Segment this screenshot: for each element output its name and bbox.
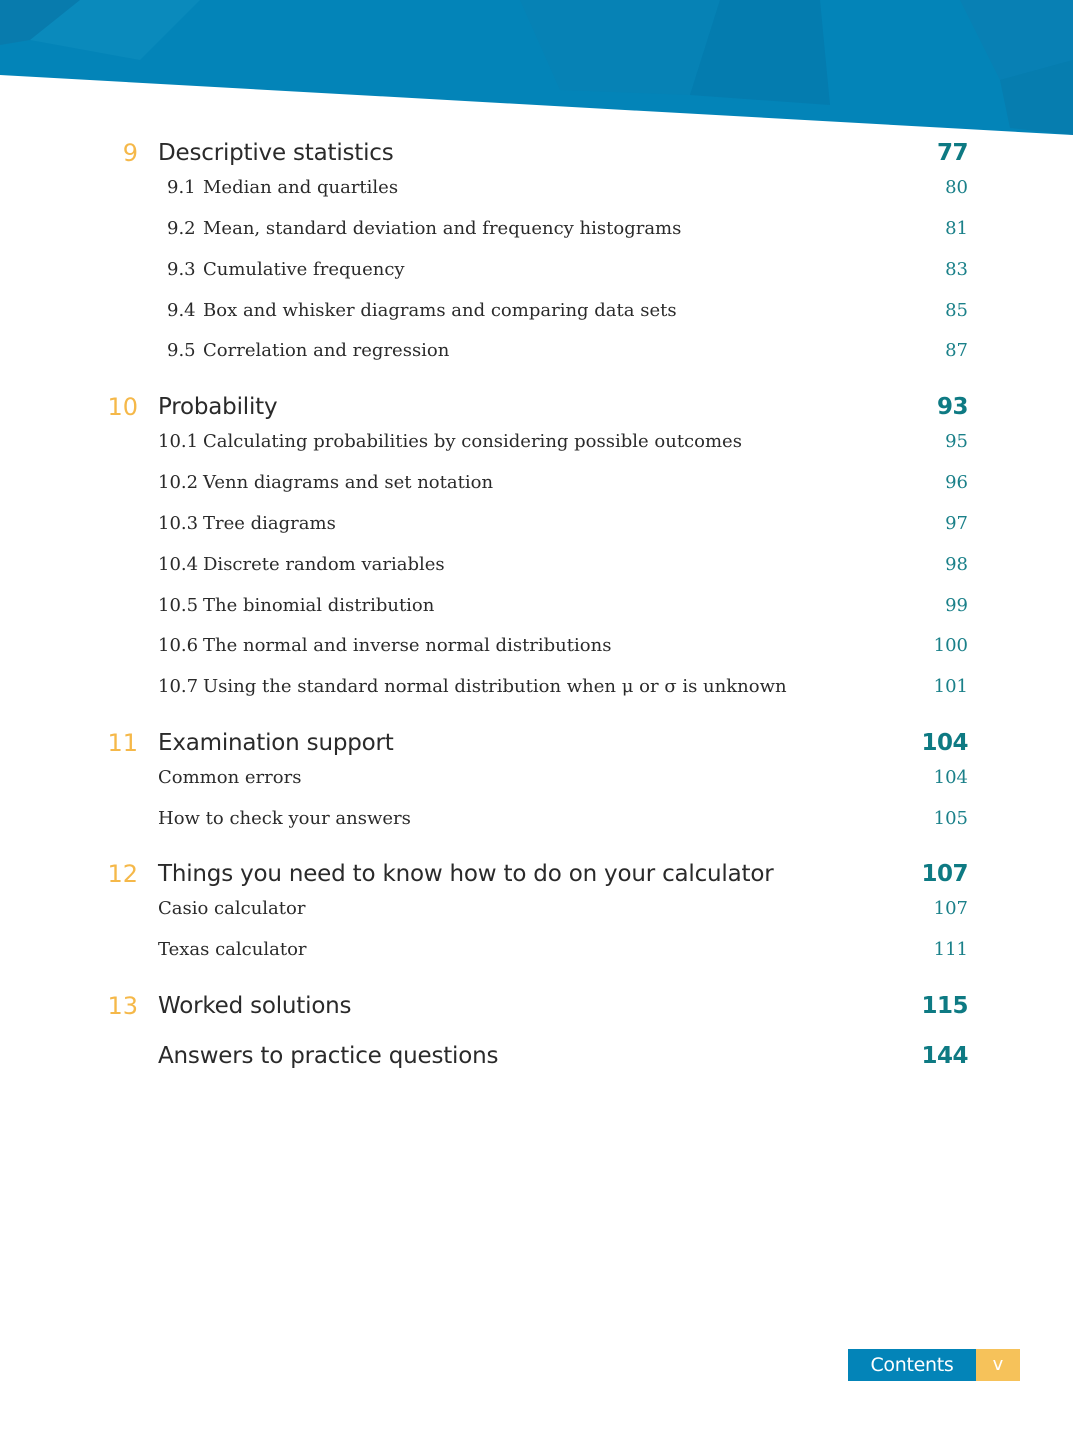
toc-entry-10-7[interactable] [0, 674, 1073, 708]
toc-entry-11-check-answers[interactable] [0, 806, 1073, 840]
toc-entry-9-1[interactable] [0, 175, 1073, 209]
section-title: Venn diagrams and set notation [203, 472, 494, 493]
section-number: 9.2 [167, 218, 196, 239]
section-title: Cumulative frequency [203, 259, 405, 280]
section-page: 83 [945, 259, 968, 280]
toc-entry-12-texas[interactable] [0, 937, 1073, 971]
section-title: Casio calculator [158, 898, 306, 919]
chapter-13-heading[interactable] [0, 989, 1073, 1023]
section-number: 9.4 [167, 300, 196, 321]
toc-entry-10-1[interactable] [0, 429, 1073, 463]
footer-contents-label[interactable]: Contents [848, 1349, 976, 1381]
section-number: 10.4 [158, 554, 199, 575]
footer-page-number: v [976, 1349, 1020, 1381]
section-number: 10.6 [158, 635, 199, 656]
chapter-10-heading[interactable] [0, 390, 1073, 424]
section-number: 9.1 [167, 177, 196, 198]
section-number: 10.2 [158, 472, 199, 493]
section-number: 9.5 [167, 340, 196, 361]
chapter-title: Answers to practice questions [158, 1043, 499, 1069]
section-title: Calculating probabilities by considering possible outcomes [203, 431, 742, 452]
section-page: 101 [933, 676, 968, 697]
section-title: Discrete random variables [203, 554, 445, 575]
toc-entry-10-6[interactable] [0, 633, 1073, 667]
chapter-title: Probability [158, 394, 278, 420]
section-page: 97 [945, 513, 968, 534]
section-title: How to check your answers [158, 808, 411, 829]
chapter-page: 144 [921, 1043, 968, 1069]
toc-entry-10-5[interactable] [0, 593, 1073, 627]
footer-tab [848, 1349, 1020, 1381]
chapter-11-heading[interactable] [0, 726, 1073, 760]
section-page: 87 [945, 340, 968, 361]
chapter-page: 107 [921, 861, 968, 887]
section-page: 105 [933, 808, 968, 829]
chapter-title: Descriptive statistics [158, 140, 394, 166]
section-page: 99 [945, 595, 968, 616]
section-title: Median and quartiles [203, 177, 399, 198]
section-page: 85 [945, 300, 968, 321]
chapter-number: 9 [122, 139, 138, 167]
toc-entry-11-common-errors[interactable] [0, 765, 1073, 799]
section-title: Correlation and regression [203, 340, 450, 361]
toc-entry-10-4[interactable] [0, 552, 1073, 586]
chapter-title: Worked solutions [158, 993, 352, 1019]
section-page: 96 [945, 472, 968, 493]
chapter-page: 77 [936, 140, 968, 166]
chapter-12-heading[interactable] [0, 857, 1073, 891]
section-number: 9.3 [167, 259, 196, 280]
section-page: 98 [945, 554, 968, 575]
section-page: 104 [933, 767, 968, 788]
chapter-number: 12 [107, 860, 138, 888]
section-title: Mean, standard deviation and frequency histograms [203, 218, 682, 239]
section-page: 81 [945, 218, 968, 239]
toc-entry-9-4[interactable] [0, 298, 1073, 332]
section-page: 80 [945, 177, 968, 198]
section-page: 107 [933, 898, 968, 919]
toc-entry-9-5[interactable] [0, 338, 1073, 372]
section-title: Texas calculator [158, 939, 307, 960]
toc-entry-9-2[interactable] [0, 216, 1073, 250]
chapter-title: Things you need to know how to do on your calculator [158, 861, 774, 887]
toc-entry-12-casio[interactable] [0, 896, 1073, 930]
section-number: 10.7 [158, 676, 199, 697]
toc-entry-10-2[interactable] [0, 470, 1073, 504]
section-number: 10.5 [158, 595, 199, 616]
chapter-page: 115 [921, 993, 968, 1019]
chapter-page: 93 [936, 394, 968, 420]
section-title: The binomial distribution [203, 595, 435, 616]
section-title: Using the standard normal distribution when μ or σ is unknown [203, 676, 787, 697]
section-page: 111 [933, 939, 968, 960]
section-title: Tree diagrams [203, 513, 336, 534]
toc-entry-9-3[interactable] [0, 257, 1073, 291]
chapter-title: Examination support [158, 730, 394, 756]
section-title: Common errors [158, 767, 302, 788]
chapter-9-heading[interactable] [0, 136, 1073, 170]
header-banner [0, 0, 1073, 140]
answers-heading[interactable] [0, 1039, 1073, 1073]
section-page: 95 [945, 431, 968, 452]
chapter-number: 11 [107, 729, 138, 757]
section-title: The normal and inverse normal distributions [203, 635, 612, 656]
section-page: 100 [933, 635, 968, 656]
chapter-page: 104 [921, 730, 968, 756]
toc-entry-10-3[interactable] [0, 511, 1073, 545]
chapter-number: 10 [107, 393, 138, 421]
section-title: Box and whisker diagrams and comparing data sets [203, 300, 677, 321]
section-number: 10.3 [158, 513, 199, 534]
section-number: 10.1 [158, 431, 199, 452]
chapter-number: 13 [107, 992, 138, 1020]
